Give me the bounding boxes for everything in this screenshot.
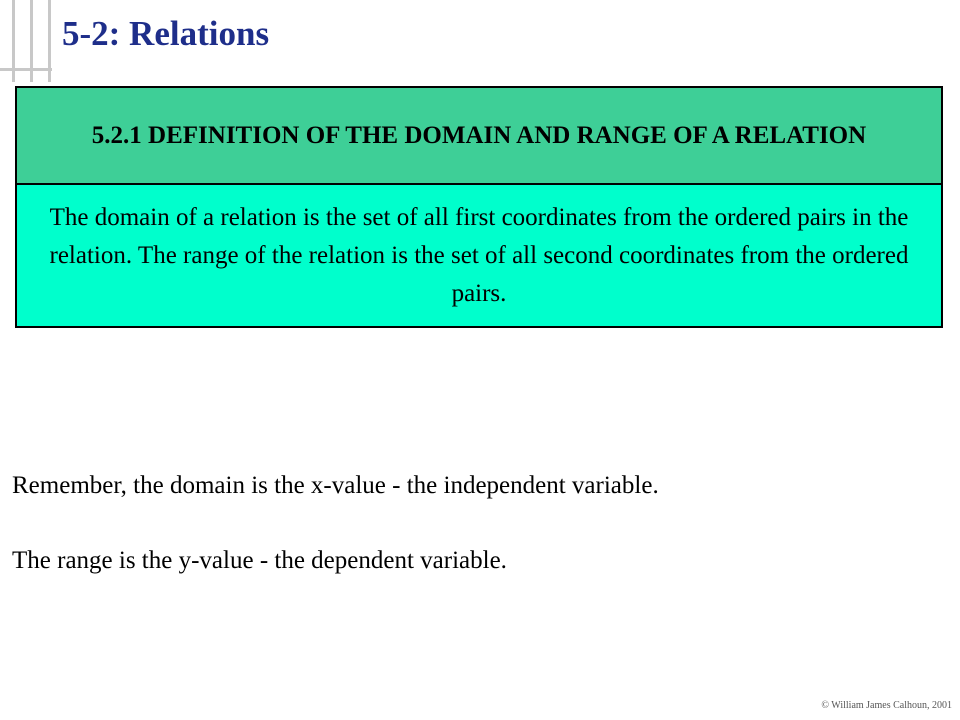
definition-box bbox=[15, 86, 943, 328]
definition-header bbox=[17, 88, 941, 185]
definition-body bbox=[17, 185, 941, 326]
copyright-text: © William James Calhoun, 2001 bbox=[821, 700, 952, 711]
decor-horizontal-line bbox=[0, 68, 52, 71]
definition-text: The domain of a relation is the set of all first coordinates from the ordered pairs in the relation. The range of the relation is the set of all second coordinates from the ordered pairs. bbox=[49, 203, 909, 307]
note-domain: Remember, the domain is the x-value - the independent variable. bbox=[12, 472, 659, 499]
slide-title: 5-2: Relations bbox=[62, 14, 270, 53]
definition-heading: 5.2.1 DEFINITION OF THE DOMAIN AND RANGE OF A RELATION bbox=[91, 121, 867, 149]
note-range: The range is the y-value - the dependent variable. bbox=[12, 547, 507, 574]
